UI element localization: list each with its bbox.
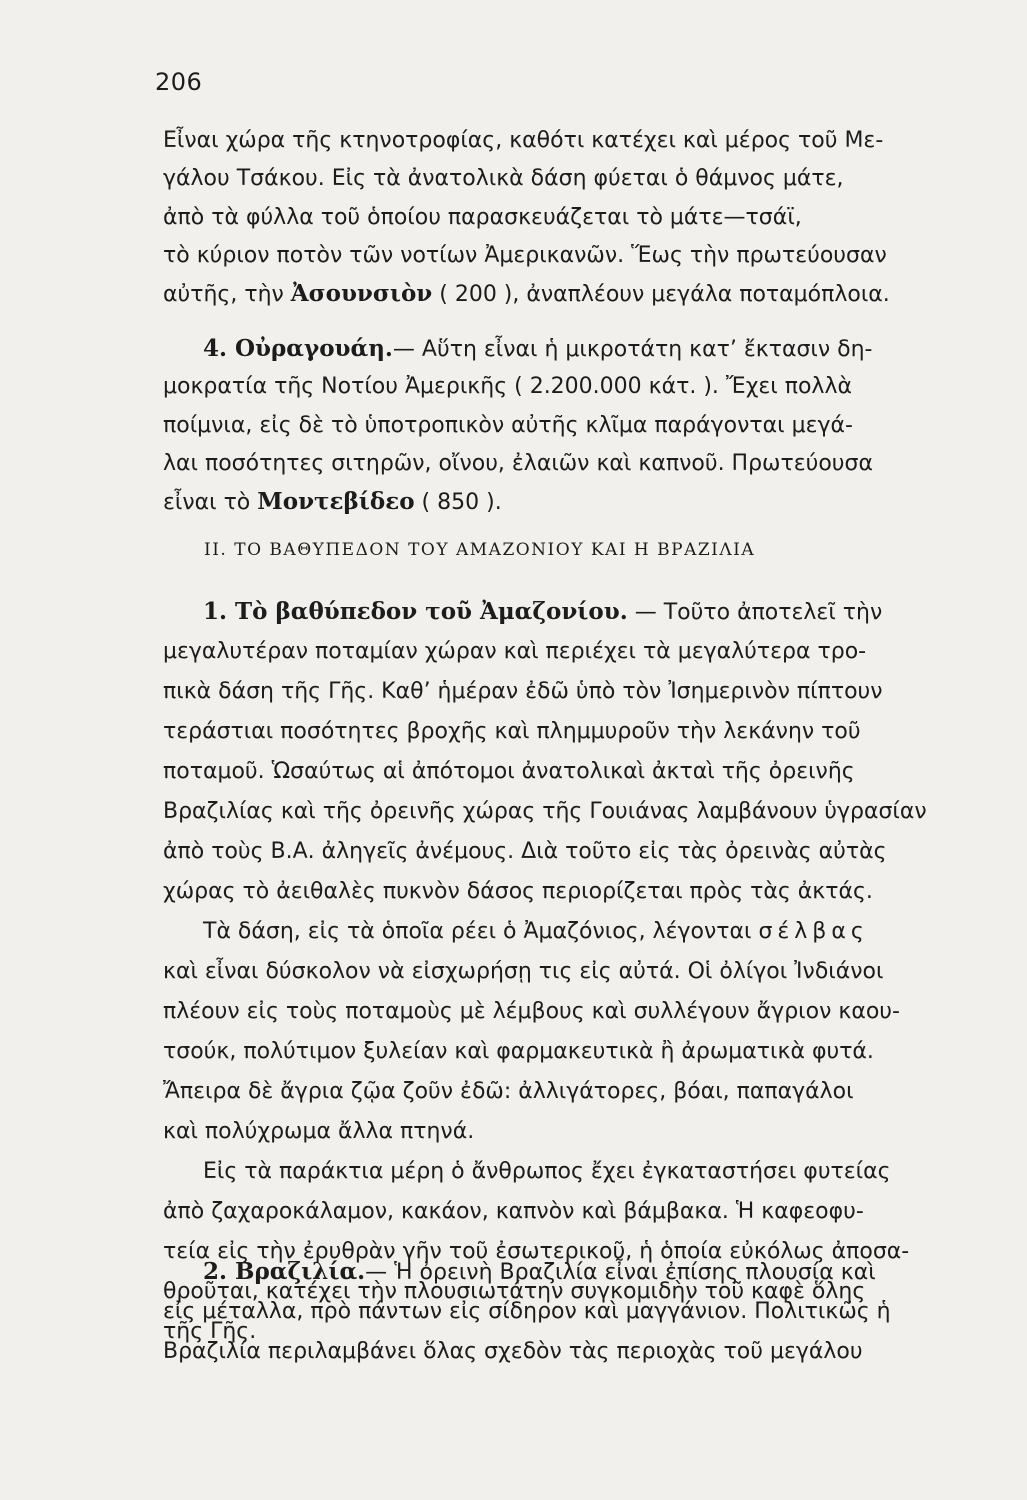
subsection-title: 1. Τὸ βαθύπεδον τοῦ Ἀμαζονίου. xyxy=(203,598,628,625)
text-line: τεία εἰς τὴν ἐρυθρὰν γῆν τοῦ ἐσωτερικοῦ, ἡ ὁποία εὐκόλως ἀποσα- xyxy=(163,1239,910,1264)
place-name: Μοντεβίδεο xyxy=(257,488,415,516)
page-number: 206 xyxy=(155,68,203,96)
text-line: Εἰς τὰ παράκτια μέρη ὁ ἄνθρωπος ἔχει ἐγκαταστήσει φυτείας xyxy=(203,1159,891,1184)
text-line: ἀπὸ τοὺς Β.Α. ἀληγεῖς ἀνέμους. Διὰ τοῦτο εἰς τὰς ὀρεινὰς αὐτὰς xyxy=(163,839,887,864)
spaced-term: σέλβας xyxy=(758,919,869,944)
text-line: θροῦται, κατέχει τὴν πλουσιωτάτην συγκομιδὴν τοῦ καφὲ ὅλης xyxy=(163,1279,866,1304)
text-line: καὶ πολύχρωμα ἄλλα πτηνά. xyxy=(163,1119,475,1144)
place-name: Ἀσουνσιὸν xyxy=(290,280,433,308)
text: — Τοῦτο ἀποτελεῖ τὴν xyxy=(627,600,883,625)
text: ( 200 ), ἀναπλέουν μεγάλα ποταμόπλοια. xyxy=(432,282,890,308)
text-line: τῆς Γῆς. xyxy=(163,1319,257,1344)
text-line: ἀπὸ ζαχαροκάλαμον, κακάον, καπνὸν καὶ βάμβακα. Ἡ καφεοφυ- xyxy=(163,1199,864,1224)
text-line: μοκρατία τῆς Νοτίου Ἀμερικῆς ( 2.200.000 κάτ. ). Ἔχει πολλὰ xyxy=(163,374,852,400)
text-line xyxy=(163,912,943,952)
text-line: λαι ποσότητες σιτηρῶν, οἴνου, ἐλαιῶν καὶ καπνοῦ. Πρωτεύουσα xyxy=(163,450,873,476)
subsection-title: 4. Οὐραγουάη. xyxy=(203,335,393,362)
text-line xyxy=(163,275,943,313)
text-line: πικὰ δάση τῆς Γῆς. Καθ’ ἡμέραν ἐδῶ ὑπὸ τὸν Ἰσημερινὸν πίπτουν xyxy=(163,679,883,704)
text-line: εἰς μέταλλα, πρὸ πάντων εἰς σίδηρον καὶ μαγγάνιον. Πολιτικῶς ἡ xyxy=(163,1299,891,1324)
text-line: ποταμοῦ. Ὡσαύτως αἱ ἀπότομοι ἀνατολικαὶ ἀκταὶ τῆς ὀρεινῆς xyxy=(163,759,855,784)
text-line: μεγαλυτέραν ποταμίαν χώραν καὶ περιέχει τὰ μεγαλύτερα τρο- xyxy=(163,639,867,664)
text: — Ἡ ὀρεινὴ Βραζιλία εἶναι ἐπίσης πλουσία καὶ xyxy=(365,1260,876,1285)
text-line xyxy=(163,483,943,521)
text: Τὰ δάση, εἰς τὰ ὁποῖα ρέει ὁ Ἀμαζόνιος, λέγονται xyxy=(203,919,759,944)
text-line: τὸ κύριον ποτὸν τῶν νοτίων Ἀμερικανῶν. Ἕως τὴν πρωτεύουσαν xyxy=(163,242,887,268)
text-line xyxy=(163,330,943,368)
text-line: Βραζιλίας καὶ τῆς ὀρεινῆς χώρας τῆς Γουιάνας λαμβάνουν ὑγρασίαν xyxy=(163,799,927,824)
text-line: ποίμνια, εἰς δὲ τὸ ὑποτροπικὸν αὐτῆς κλῖμα παράγονται μεγά- xyxy=(163,412,853,438)
text-line: χώρας τὸ ἀειθαλὲς πυκνὸν δάσος περιορίζεται πρὸς τὰς ἀκτάς. xyxy=(163,879,873,904)
text-line: ἀπὸ τὰ φύλλα τοῦ ὁποίου παρασκευάζεται τὸ μάτε—τσάϊ, xyxy=(163,204,802,230)
text-line: τεράστιαι ποσότητες βροχῆς καὶ πλημμυροῦν τὴν λεκάνην τοῦ xyxy=(163,719,861,744)
text-line xyxy=(163,592,943,632)
section-heading: II. ΤΟ ΒΑΘΥΠΕΔΟΝ ΤΟΥ ΑΜΑΖΟΝΙΟΥ ΚΑΙ Η ΒΡΑΖΙΛΙΑ xyxy=(204,540,756,560)
text-line: Ἄπειρα δὲ ἄγρια ζῷα ζοῦν ἐδῶ: ἀλλιγάτορες, βόαι, παπαγάλοι xyxy=(163,1079,854,1104)
text: αὐτῆς, τὴν xyxy=(163,282,291,308)
text: — Αὕτη εἶναι ἡ μικροτάτη κατ’ ἔκτασιν δη- xyxy=(392,337,873,362)
subsection-title: 2. Βραζιλία. xyxy=(203,1258,366,1285)
paragraph-uruguay xyxy=(163,330,943,521)
text-line: τσούκ, πολύτιμον ξυλείαν καὶ φαρμακευτικὰ ἢ ἀρωματικὰ φυτά. xyxy=(163,1039,874,1064)
text-line: καὶ εἶναι δύσκολον νὰ εἰσχωρήσῃ τις εἰς αὐτά. Οἱ ὀλίγοι Ἰνδιάνοι xyxy=(163,959,884,984)
paragraph-amazon xyxy=(163,592,943,1352)
paragraph-brazil xyxy=(163,1252,943,1372)
text-line: Εἶναι χώρα τῆς κτηνοτροφίας, καθότι κατέχει καὶ μέρος τοῦ Με- xyxy=(163,128,884,153)
paragraph-paraguay xyxy=(163,122,943,313)
text: εἶναι τὸ xyxy=(163,490,258,516)
text-line: Βραζιλία περιλαμβάνει ὅλας σχεδὸν τὰς περιοχὰς τοῦ μεγάλου xyxy=(163,1339,863,1364)
text-line xyxy=(163,1252,943,1292)
text-line: γάλου Τσάκου. Εἰς τὰ ἀνατολικὰ δάση φύεται ὁ θάμνος μάτε, xyxy=(163,166,844,192)
text-line: πλέουν εἰς τοὺς ποταμοὺς μὲ λέμβους καὶ συλλέγουν ἄγριον καου- xyxy=(163,999,900,1024)
text: ( 850 ). xyxy=(414,490,502,516)
